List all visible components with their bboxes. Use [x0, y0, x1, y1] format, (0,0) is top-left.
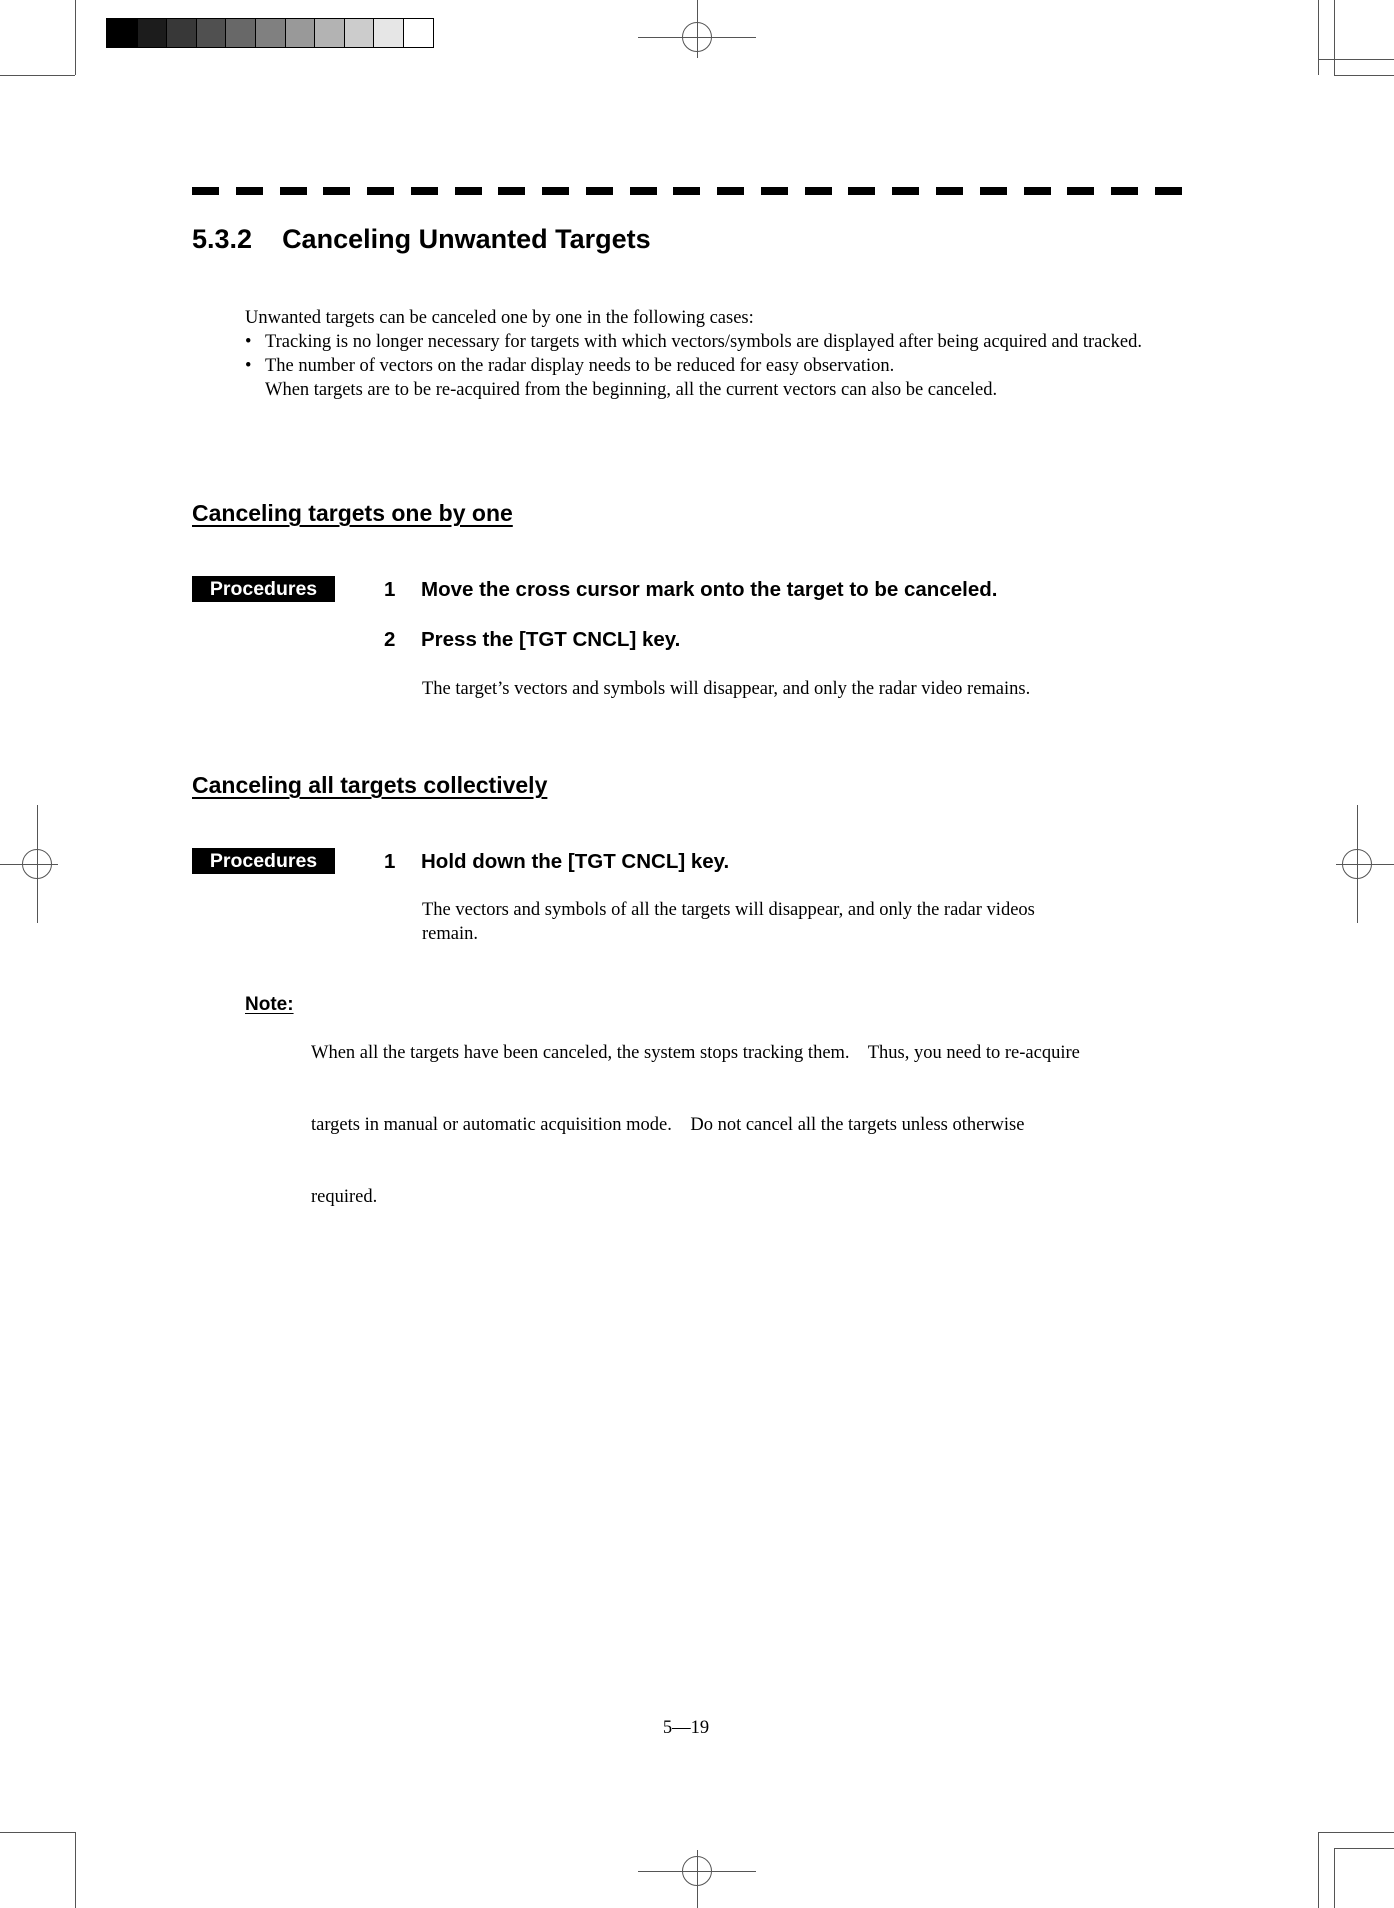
step-2 — [384, 628, 680, 652]
dash-segment — [848, 187, 875, 195]
intro-block — [245, 306, 1180, 402]
dash-segment — [1024, 187, 1051, 195]
dash-segment — [761, 187, 788, 195]
dash-segment — [367, 187, 394, 195]
dash-segment — [280, 187, 307, 195]
section-title: Canceling Unwanted Targets — [282, 224, 651, 254]
grayscale-swatch — [403, 19, 433, 47]
grayscale-swatch — [107, 19, 137, 47]
step-result-line: remain. — [422, 924, 478, 944]
step-number: 1 — [384, 850, 396, 873]
page-number: 5—19 — [662, 1718, 710, 1738]
step-result — [422, 898, 1035, 946]
grayscale-swatch — [196, 19, 226, 47]
dash-segment — [586, 187, 613, 195]
dash-segment — [673, 187, 700, 195]
dash-segment — [455, 187, 482, 195]
bullet-text: Tracking is no longer necessary for targets with which vectors/symbols are displayed after being acquired and tracked. — [265, 332, 1142, 352]
subsection-title-one-by-one: Canceling targets one by one — [192, 500, 513, 526]
heading-dashed-rule — [192, 187, 1182, 195]
dash-segment — [892, 187, 919, 195]
dash-segment — [805, 187, 832, 195]
grayscale-swatch — [314, 19, 344, 47]
step-result: The target’s vectors and symbols will disappear, and only the radar video remains. — [422, 679, 1031, 699]
step-number: 1 — [384, 578, 396, 601]
subsection-title-collectively: Canceling all targets collectively — [192, 772, 548, 798]
dash-segment — [542, 187, 569, 195]
intro-text: Unwanted targets can be canceled one by one in the following cases: — [245, 308, 754, 328]
dash-segment — [717, 187, 744, 195]
step-number: 2 — [384, 628, 396, 651]
note-text — [311, 993, 1080, 1233]
step-1 — [384, 578, 997, 602]
grayscale-swatch — [255, 19, 285, 47]
dash-segment — [1067, 187, 1094, 195]
bullet-continuation: When targets are to be re-acquired from the beginning, all the current vectors can also be canceled. — [265, 380, 998, 400]
section-number: 5.3.2 — [192, 224, 253, 254]
procedures-badge: Procedures — [192, 848, 335, 874]
dash-segment — [192, 187, 219, 195]
step-result-line: The vectors and symbols of all the targets will disappear, and only the radar videos — [422, 900, 1035, 920]
dash-segment — [630, 187, 657, 195]
grayscale-swatch — [344, 19, 374, 47]
note-line: required. — [311, 1187, 378, 1207]
bullet-icon: • — [245, 356, 252, 376]
grayscale-swatch — [285, 19, 315, 47]
bullet-icon: • — [245, 332, 252, 352]
list-item — [245, 330, 1180, 354]
dash-segment — [936, 187, 963, 195]
note-label: Note: — [245, 994, 294, 1015]
dash-segment — [236, 187, 263, 195]
note-line: targets in manual or automatic acquisition mode. Do not cancel all the targets unless otherwise — [311, 1115, 1025, 1135]
dash-segment — [1111, 187, 1138, 195]
dash-segment — [1155, 187, 1182, 195]
dash-segment — [323, 187, 350, 195]
step-text: Move the cross cursor mark onto the target to be canceled. — [421, 578, 998, 601]
grayscale-swatch — [166, 19, 196, 47]
grayscale-strip — [106, 18, 434, 48]
dash-segment — [411, 187, 438, 195]
grayscale-swatch — [225, 19, 255, 47]
grayscale-swatch — [373, 19, 403, 47]
bullet-text: The number of vectors on the radar display needs to be reduced for easy observation. — [265, 356, 895, 376]
step-text: Hold down the [TGT CNCL] key. — [421, 850, 730, 873]
grayscale-swatch — [137, 19, 167, 47]
procedures-badge: Procedures — [192, 576, 335, 602]
dash-segment — [980, 187, 1007, 195]
step-1 — [384, 850, 729, 874]
section-heading — [192, 224, 651, 255]
list-item — [245, 354, 1180, 378]
dash-segment — [498, 187, 525, 195]
step-text: Press the [TGT CNCL] key. — [421, 628, 681, 651]
note-line: When all the targets have been canceled, the system stops tracking them. Thus, you need to re-acquire — [311, 1043, 1080, 1063]
